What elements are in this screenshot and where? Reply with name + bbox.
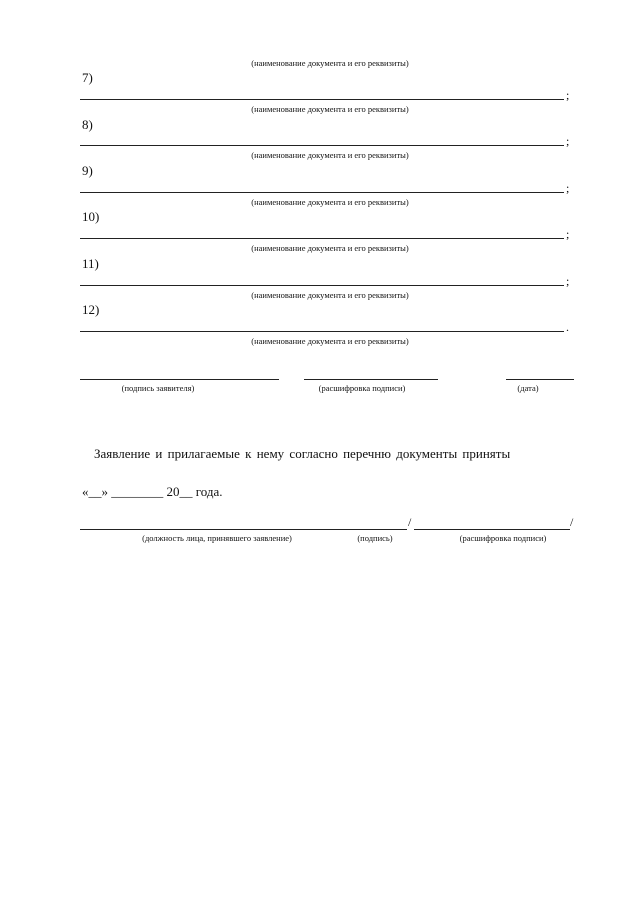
official-position-caption: (должность лица, принявшего заявление) <box>142 533 292 543</box>
item-number: 8) <box>82 117 93 132</box>
separator-slash: / <box>408 515 412 529</box>
applicant-signature-caption: (подпись заявителя) <box>121 383 195 393</box>
line-end-mark: ; <box>566 181 570 195</box>
fill-line <box>80 238 564 239</box>
official-signature-caption: (подпись) <box>357 533 393 543</box>
fill-line <box>80 192 564 193</box>
line-end-mark: ; <box>566 227 570 241</box>
item-number: 10) <box>82 209 100 224</box>
official-transcript-caption: (расшифровка подписи) <box>459 533 547 543</box>
document-caption: (наименование документа и его реквизиты) <box>251 150 409 160</box>
item-number: 11) <box>82 256 99 271</box>
fill-line <box>80 285 564 286</box>
item-number: 12) <box>82 302 100 317</box>
date-caption: (дата) <box>517 383 539 393</box>
item-number: 9) <box>82 163 93 178</box>
acceptance-date: «__» ________ 20__ года. <box>82 484 223 499</box>
document-caption: (наименование документа и его реквизиты) <box>251 58 409 68</box>
separator-slash: / <box>570 515 574 529</box>
applicant-signature-line <box>80 379 279 380</box>
fill-line <box>80 145 564 146</box>
line-end-mark: . <box>566 320 569 334</box>
line-end-mark: ; <box>566 274 570 288</box>
official-transcript-line <box>414 529 570 530</box>
fill-line <box>80 331 564 332</box>
document-caption: (наименование документа и его реквизиты) <box>251 336 409 346</box>
official-position-line <box>80 529 407 530</box>
document-caption: (наименование документа и его реквизиты) <box>251 290 409 300</box>
line-end-mark: ; <box>566 88 570 102</box>
item-number: 7) <box>82 70 93 85</box>
date-line <box>506 379 574 380</box>
document-caption: (наименование документа и его реквизиты) <box>251 104 409 114</box>
document-caption: (наименование документа и его реквизиты) <box>251 243 409 253</box>
acceptance-statement: Заявление и прилагаемые к нему согласно перечню документы приняты <box>94 446 511 461</box>
signature-transcript-caption: (расшифровка подписи) <box>318 383 406 393</box>
line-end-mark: ; <box>566 134 570 148</box>
document-caption: (наименование документа и его реквизиты) <box>251 197 409 207</box>
signature-transcript-line <box>304 379 438 380</box>
fill-line <box>80 99 564 100</box>
